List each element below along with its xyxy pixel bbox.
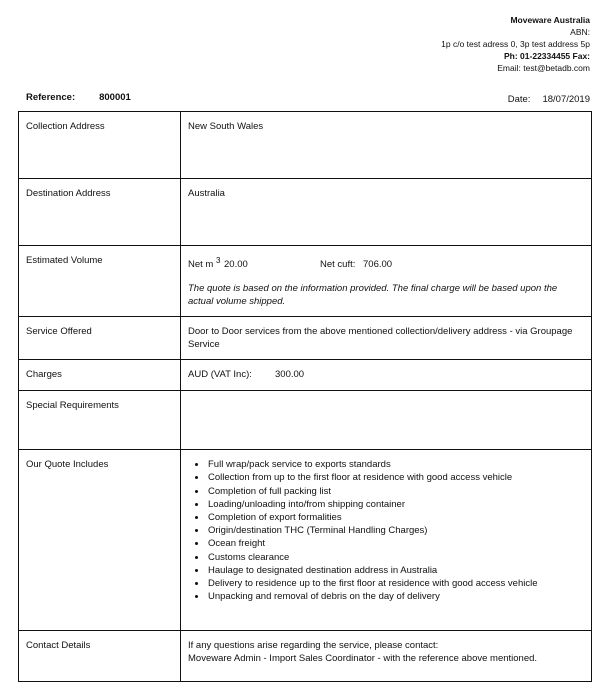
net-m3-value: 20.00: [224, 259, 248, 271]
net-m3-sup: 3: [215, 256, 221, 265]
company-abn: ABN:: [570, 27, 590, 37]
company-address: 1p c/o test adress 0, 3p test address 5p: [441, 39, 590, 49]
contact-cell: [181, 631, 592, 682]
table-row-charges: [19, 360, 592, 391]
includes-list: [188, 458, 584, 603]
net-m3-text: Net m: [188, 259, 214, 271]
table-row-volume: [19, 246, 592, 317]
volume-note: The quote is based on the information provided. The final charge will be based upon the actual volume shipped.: [188, 283, 558, 308]
row-label: Special Requirements: [19, 391, 181, 450]
row-label: Contact Details: [19, 631, 181, 682]
reference-label: Reference:: [26, 92, 76, 103]
row-label: Service Offered: [19, 317, 181, 360]
table-row-includes: [19, 450, 592, 631]
list-item: • Origin/destination THC (Terminal Handling Charges): [207, 524, 584, 537]
net-cuft-value: 706.00: [363, 259, 393, 271]
table-row-destination: [19, 179, 592, 246]
list-item: • Unpacking and removal of debris on the day of delivery: [207, 590, 584, 603]
charges-amount: 300.00: [275, 369, 305, 381]
list-item: • Haulage to designated destination address in Australia: [207, 564, 584, 577]
list-item: • Full wrap/pack service to exports standards: [207, 458, 584, 471]
special-requirements-value: [181, 391, 592, 450]
table-row-collection: [19, 112, 592, 179]
quote-table: [18, 111, 592, 682]
table-row-special: [19, 391, 592, 450]
service-offered-value: Door to Door services from the above mentioned collection/delivery address - via Groupage Service: [181, 317, 592, 360]
charges-currency-label: AUD (VAT Inc):: [188, 369, 252, 381]
contact-line-1: If any questions arise regarding the service, please contact:: [188, 640, 439, 652]
row-label: Collection Address: [19, 112, 181, 179]
list-item: • Completion of export formalities: [207, 511, 584, 524]
date-label: Date:: [507, 94, 531, 105]
table-row-service: [19, 317, 592, 360]
company-email: Email: test@betadb.com: [497, 63, 590, 73]
list-item: • Ocean freight: [207, 537, 584, 550]
row-label: Our Quote Includes: [19, 450, 181, 631]
charges-cell: [181, 360, 592, 391]
company-phone-fax: Ph: 01-22334455 Fax:: [504, 51, 590, 61]
date-value: 18/07/2019: [542, 94, 590, 105]
collection-address-value: New South Wales: [181, 112, 592, 179]
destination-address-value: Australia: [181, 179, 592, 246]
volume-cell: [181, 246, 592, 317]
list-item: • Completion of full packing list: [207, 485, 584, 498]
list-item: • Delivery to residence up to the first floor at residence with good access vehicle: [207, 577, 584, 590]
list-item: • Customs clearance: [207, 551, 584, 564]
contact-line-2: Moveware Admin - Import Sales Coordinator - with the reference above mentioned.: [188, 653, 538, 665]
net-cuft-label: Net cuft:: [320, 259, 356, 271]
row-label: Destination Address: [19, 179, 181, 246]
list-item: • Collection from up to the first floor at residence with good access vehicle: [207, 471, 584, 484]
row-label: Estimated Volume: [19, 246, 181, 317]
company-name: Moveware Australia: [510, 15, 590, 25]
table-row-contact: [19, 631, 592, 682]
volume-values: [188, 254, 584, 271]
row-label: Charges: [19, 360, 181, 391]
list-item: • Loading/unloading into/from shipping container: [207, 498, 584, 511]
company-header: [441, 14, 590, 74]
date: [508, 94, 590, 105]
reference: [26, 92, 131, 103]
reference-value: 800001: [99, 92, 131, 103]
net-m3-label: [188, 254, 224, 271]
includes-cell: [181, 450, 592, 631]
